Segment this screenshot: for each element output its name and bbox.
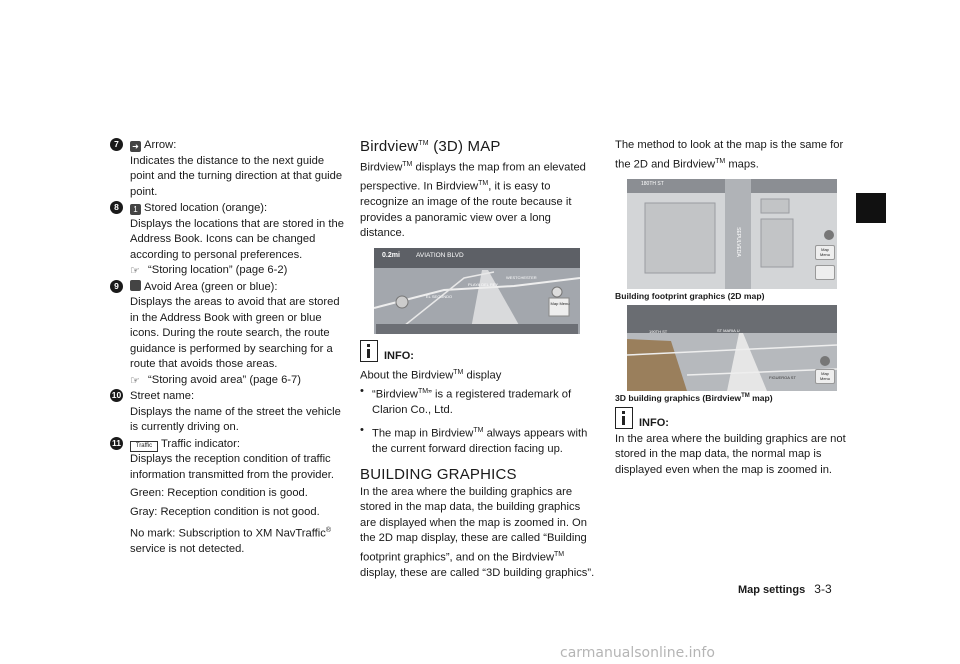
reference-arrow-icon: ☞ <box>130 374 140 387</box>
left-column <box>110 138 346 559</box>
map-menu-button[interactable]: Map Menu <box>550 300 570 306</box>
info-block: INFO: <box>360 340 598 362</box>
map-street-label: 190TH ST <box>649 328 668 334</box>
intro-text: Birdview™ displays the map from an elevated perspective. In Birdview™, it is easy to recognize an image of the route because it provides a panoramic view over a long distance. <box>360 161 586 240</box>
page-reference: ☞ “Storing location” (page 6-2) <box>130 263 346 279</box>
map-street-label: SEPULVEDA <box>734 226 741 257</box>
item-arrow: 7 ➜ Arrow: Indicates the distance to the next guide point and the turning direction at that guide point. <box>110 138 346 200</box>
page-number: 3-3 <box>814 582 832 596</box>
callout-number: 11 <box>112 437 121 448</box>
map-street-label: 180TH ST <box>641 180 664 187</box>
building-footprint-map <box>627 179 837 289</box>
reference-arrow-icon: ☞ <box>130 265 140 277</box>
arrow-icon: ➜ <box>130 141 141 152</box>
middle-column: Birdview™ (3D) MAP Birdview™ displays the map from an elevated perspective. In Birdview™, it is easy to recognize an image of the route because it provides a panoramic view over a long distance. 0.2mi AVIATION BLVD EL SEGUNDO PLAYA DEL REY WESTCHESTER Map Menu INFO: About the Birdview™ display • “Birdview™” is a registered trademark of Clarion Co., Ltd. • The map in Birdview™ always appears with the current forward direction facing up. BUILDING GRAPHICS In the area where the building graphics are stored in the map data, the building graphics are displayed when the map is zoomed in. On the 2D map display, these are called “Building footprint graphics”, and on the Birdview™ display, these are called “3D building graphics”. <box>360 138 598 581</box>
callout-number: 10 <box>111 390 122 400</box>
item-traffic-indicator: 11 Traffic Traffic indicator: Displays the reception condition of traffic information transmitted from the provider. Green: Reception condition is good. Gray: Reception condition is not good. No mark: Subscription to XM NavTraffic® service is not detected. <box>112 437 334 556</box>
3d-map-graphic <box>627 305 837 391</box>
info-icon <box>360 340 378 362</box>
info-block: INFO: <box>615 407 853 429</box>
birdview-map-screenshot <box>374 248 580 334</box>
watermark: carmanualsonline.info <box>560 645 715 661</box>
footprint-map-graphic <box>627 179 837 289</box>
stored-location-icon: 1 <box>130 204 141 215</box>
item-street-name: 10 Street name: Displays the name of the street the vehicle is currently driving on. <box>111 390 341 433</box>
list-item: • The map in Birdview™ always appears with the current forward direction facing up. <box>360 423 598 458</box>
building-graphics-heading: BUILDING GRAPHICS <box>360 465 517 483</box>
section-heading: Birdview™ (3D) MAP <box>360 138 501 155</box>
birdview-map-graphic <box>374 248 580 334</box>
map-place-label: EL SEGUNDO <box>426 293 453 299</box>
map-menu-label: Map Menu <box>819 370 830 381</box>
item-avoid-area: 9 Avoid Area (green or blue): Displays the areas to avoid that are stored in the Address Book with green or blue icons. During the route search, the route guidance is performed by searching for a route that avoids those areas. ☞ “Storing avoid area” (page 6-7) <box>110 280 346 389</box>
map-distance: 0.2mi <box>382 251 400 259</box>
footprint-caption: Building footprint graphics (2D map) <box>615 290 765 301</box>
footer-section: Map settings <box>738 584 806 596</box>
page-reference: ☞ “Storing avoid area” (page 6-7) <box>130 373 346 389</box>
callout-number: 8 <box>110 201 123 214</box>
callout-number: 7 <box>110 138 123 151</box>
map-street-name: AVIATION BLVD <box>416 251 464 259</box>
info-icon <box>615 407 633 429</box>
3d-caption: 3D building graphics (Birdview™ map) <box>615 392 773 403</box>
map-place-label: PLAYA DEL REY <box>468 281 499 287</box>
map-zoom-button[interactable] <box>815 265 835 280</box>
section-tab-marker <box>856 193 886 223</box>
3d-building-map <box>627 305 837 391</box>
traffic-icon: Traffic <box>130 441 158 452</box>
map-place-label: WESTCHESTER <box>506 274 537 280</box>
map-menu-label: Map Menu <box>819 246 830 257</box>
map-street-label: ST MARIA U <box>717 327 740 333</box>
callout-number: 9 <box>110 280 123 293</box>
list-item: • “Birdview™” is a registered trademark of Clarion Co., Ltd. <box>360 384 598 419</box>
avoid-area-icon <box>130 280 141 291</box>
item-stored-location: 8 1 Stored location (orange): Displays the locations that are stored in the Address Book. Icons can be changed according to personal preferences. ☞ “Storing location” (page 6-2) <box>110 201 346 279</box>
map-street-label: FIGUEROA ST <box>769 374 796 380</box>
right-column: The method to look at the map is the same for the 2D and Birdview™ maps. 180TH ST SEPULVEDA Map Menu Building footprint graphics (2D map) ST MARIA U 190TH ST FIGUEROA ST Map Menu 3D building graphics (Birdview™ map) INFO: In the area where the building graphics are not stored in the map data, the normal map is displayed even when the map is zoomed in. <box>615 138 853 478</box>
page-footer <box>738 582 832 596</box>
